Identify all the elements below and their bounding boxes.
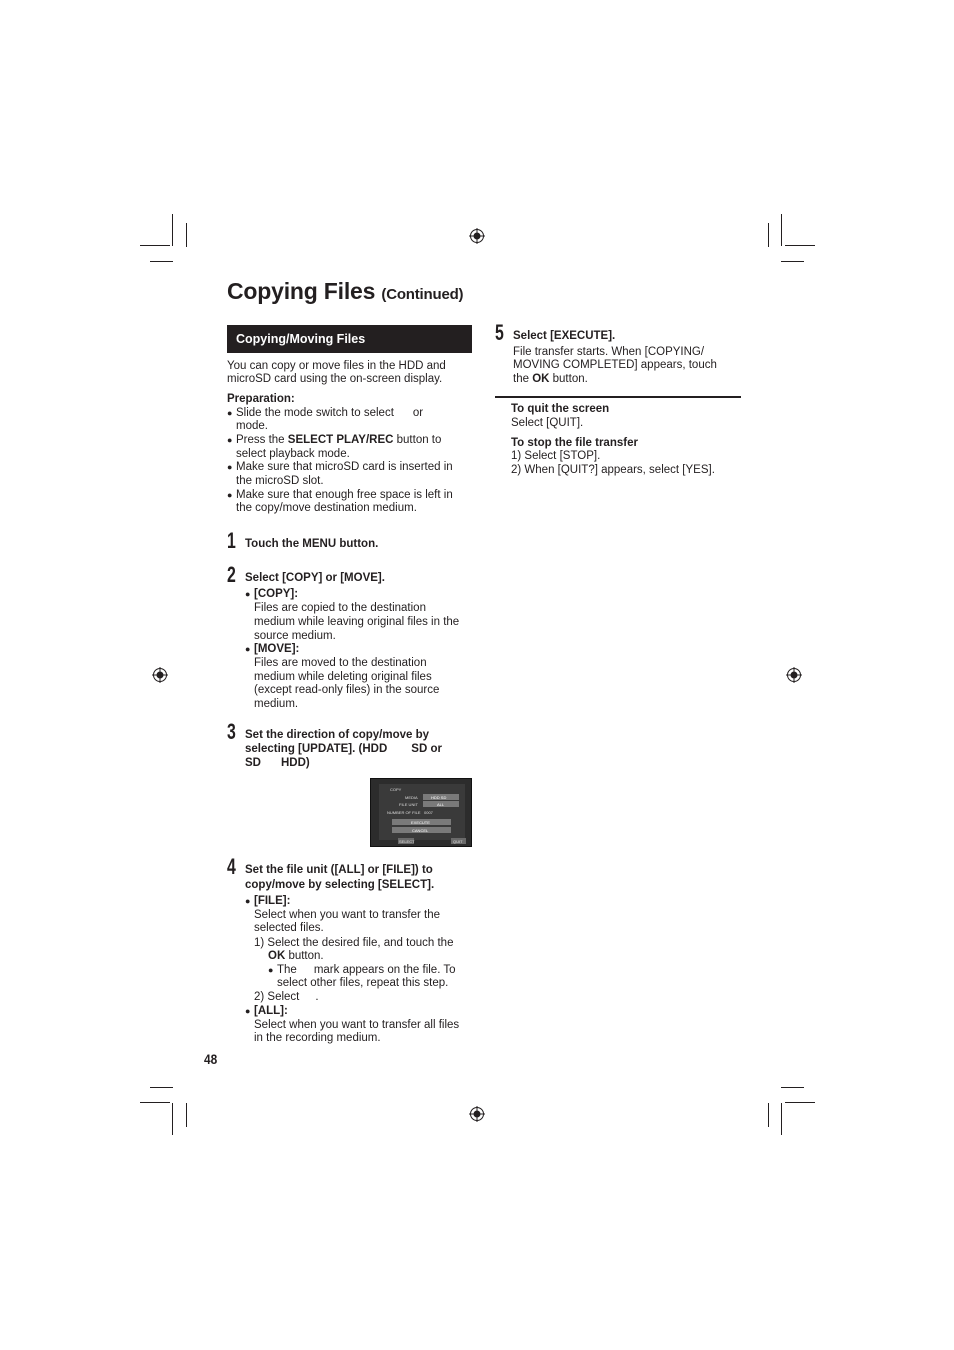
file-desc: Select when you want to transfer the: [254, 909, 441, 921]
intro-line: microSD card using the on-screen display.: [227, 373, 443, 385]
step-5-desc: File transfer starts. When [COPYING/: [513, 346, 705, 358]
screen-title: COPY: [390, 787, 402, 792]
stop-step-2: 2) When [QUIT?] appears, select [YES].: [511, 464, 715, 476]
file-substep-1: 1) Select the desired file, and touch the: [254, 937, 454, 949]
quit-text: Select [QUIT].: [511, 417, 584, 429]
step-1-text: Touch the MENU button.: [245, 538, 379, 550]
page-number: 48: [204, 1051, 218, 1067]
screen-unit-value: ALL: [437, 802, 445, 807]
bullet-icon: ●: [227, 408, 233, 418]
step-3-text: selecting [UPDATE]. (HDD SD or: [245, 743, 442, 755]
step-3-text: Set the direction of copy/move by: [245, 729, 430, 741]
quit-heading: To quit the screen: [511, 403, 610, 415]
screen-unit-label: FILE UNIT: [399, 802, 418, 807]
all-option-label: [ALL]:: [254, 1005, 288, 1017]
registration-mark-icon: [469, 228, 485, 244]
step-number: 1: [227, 528, 236, 553]
prep-bullet-1-cont: mode.: [236, 420, 268, 432]
bullet-icon: ●: [245, 644, 251, 654]
step-number: 5: [495, 320, 504, 345]
file-substep-2: 2) Select .: [254, 991, 319, 1003]
prep-bullet-3-cont: the microSD slot.: [236, 475, 324, 487]
prep-bullet-4: Make sure that enough free space is left in: [236, 489, 453, 501]
registration-mark-icon: [152, 667, 168, 683]
step-number: 2: [227, 562, 236, 587]
copy-desc: Files are copied to the destination: [254, 602, 426, 614]
move-option-label: [MOVE]:: [254, 643, 300, 655]
stop-step-1: 1) Select [STOP].: [511, 450, 601, 462]
move-desc: Files are moved to the destination: [254, 657, 427, 669]
screen-number-label: NUMBER OF FILE: [387, 810, 421, 815]
copy-menu-screenshot: [370, 778, 472, 847]
step-4-text: copy/move by selecting [SELECT].: [245, 879, 435, 891]
screen-cancel: CANCEL: [412, 828, 429, 833]
all-desc: in the recording medium.: [254, 1032, 381, 1044]
step-number: 3: [227, 719, 236, 744]
all-desc: Select when you want to transfer all files: [254, 1019, 460, 1031]
section-heading: Copying/Moving Files: [227, 325, 472, 353]
step-5-text: Select [EXECUTE].: [513, 330, 616, 342]
copy-desc: medium while leaving original files in the: [254, 616, 460, 628]
step-5-desc: the OK button.: [513, 373, 588, 385]
move-desc: medium while deleting original files: [254, 671, 432, 683]
step-2-text: Select [COPY] or [MOVE].: [245, 572, 385, 584]
screen-select: SELECT: [399, 839, 415, 844]
step-4-text: Set the file unit ([ALL] or [FILE]) to: [245, 864, 433, 876]
file-option-label: [FILE]:: [254, 895, 291, 907]
title-continued: (Continued): [381, 286, 464, 303]
screen-media-label: MEDIA: [405, 795, 418, 800]
bullet-icon: ●: [227, 462, 233, 472]
step-3-text: SD HDD): [245, 757, 310, 769]
mark-note: The mark appears on the file. To: [277, 964, 456, 976]
screen-quit: QUIT: [453, 839, 463, 844]
preparation-label: Preparation:: [227, 393, 295, 405]
copy-option-label: [COPY]:: [254, 588, 299, 600]
move-desc: (except read-only files) in the source: [254, 684, 440, 696]
intro-line: You can copy or move files in the HDD and: [227, 360, 446, 372]
copy-desc: source medium.: [254, 630, 336, 642]
bullet-icon: ●: [245, 1006, 251, 1016]
bullet-icon: ●: [227, 435, 233, 445]
file-substep-1-cont: OK button.: [268, 950, 324, 962]
screen-media-value: HDD SD: [431, 795, 447, 800]
bullet-icon: ●: [268, 965, 274, 975]
prep-bullet-1: Slide the mode switch to select or: [236, 407, 424, 419]
step-5-desc: MOVING COMPLETED] appears, touch: [513, 359, 717, 371]
stop-heading: To stop the file transfer: [511, 437, 638, 449]
move-desc: medium.: [254, 698, 299, 710]
mark-note-cont: select other files, repeat this step.: [277, 977, 449, 989]
screen-number-value: 0007: [424, 810, 433, 815]
prep-bullet-3: Make sure that microSD card is inserted in: [236, 461, 453, 473]
bullet-icon: ●: [245, 896, 251, 906]
prep-bullet-4-cont: the copy/move destination medium.: [236, 502, 417, 514]
divider: [495, 396, 741, 398]
registration-mark-icon: [786, 667, 802, 683]
bullet-icon: ●: [245, 589, 251, 599]
file-desc: selected files.: [254, 922, 324, 934]
bullet-icon: ●: [227, 490, 233, 500]
step-number: 4: [227, 854, 236, 879]
screen-execute: EXECUTE: [411, 820, 430, 825]
registration-mark-icon: [469, 1106, 485, 1122]
prep-bullet-2: Press the SELECT PLAY/REC button to: [236, 434, 442, 446]
page-title: [227, 278, 463, 305]
title-main: Copying Files: [227, 278, 376, 304]
prep-bullet-2-cont: select playback mode.: [236, 448, 350, 460]
